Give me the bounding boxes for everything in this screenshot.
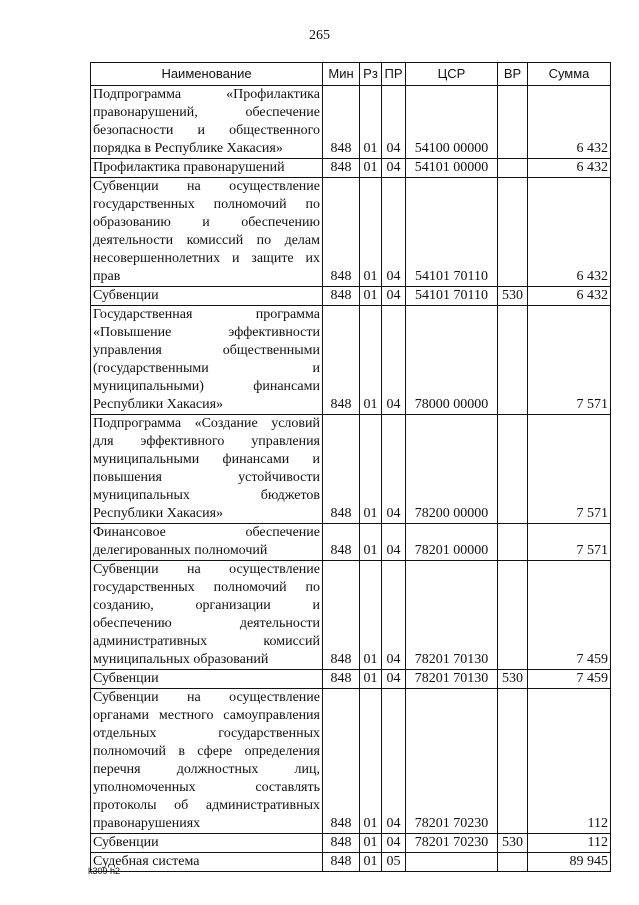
cell-sum: 6 432 [528, 287, 611, 306]
cell-min: 848 [323, 524, 360, 561]
cell-sum: 7 571 [528, 306, 611, 415]
table-row [91, 561, 611, 670]
cell-rz: 01 [360, 287, 382, 306]
cell-pr: 04 [382, 834, 406, 853]
cell-pr: 04 [382, 689, 406, 834]
header-sum: Сумма [528, 63, 611, 86]
cell-pr: 04 [382, 524, 406, 561]
cell-name: Субвенции на осуществление государственных полномочий по созданию, организации и обеспечению деятельности административных комиссий муниципальных образований [91, 561, 323, 670]
cell-rz: 01 [360, 86, 382, 159]
table-row [91, 853, 611, 872]
cell-csr: 78200 00000 [406, 415, 498, 524]
table-row [91, 287, 611, 306]
cell-min: 848 [323, 415, 360, 524]
cell-vr [498, 561, 528, 670]
cell-pr: 04 [382, 415, 406, 524]
cell-csr: 78201 70130 [406, 670, 498, 689]
cell-csr [406, 853, 498, 872]
cell-sum: 6 432 [528, 86, 611, 159]
cell-pr: 04 [382, 287, 406, 306]
cell-vr [498, 159, 528, 178]
table-row [91, 178, 611, 287]
table-row [91, 524, 611, 561]
header-pr: ПР [382, 63, 406, 86]
cell-csr: 54100 00000 [406, 86, 498, 159]
cell-min: 848 [323, 178, 360, 287]
cell-sum: 112 [528, 689, 611, 834]
budget-table [90, 62, 611, 872]
table-header-row [91, 63, 611, 86]
cell-rz: 01 [360, 689, 382, 834]
cell-sum: 6 432 [528, 178, 611, 287]
cell-pr: 05 [382, 853, 406, 872]
cell-name: Субвенции [91, 287, 323, 306]
cell-vr [498, 689, 528, 834]
table-row [91, 834, 611, 853]
cell-csr: 54101 70110 [406, 287, 498, 306]
cell-name: Финансовое обеспечение делегированных полномочий [91, 524, 323, 561]
cell-sum: 7 459 [528, 670, 611, 689]
cell-vr [498, 853, 528, 872]
table-row [91, 86, 611, 159]
cell-rz: 01 [360, 159, 382, 178]
cell-csr: 54101 00000 [406, 159, 498, 178]
cell-name: Подпрограмма «Профилактика правонарушений, обеспечение безопасности и общественного порядка в Республике Хакасия» [91, 86, 323, 159]
cell-sum: 7 571 [528, 524, 611, 561]
cell-min: 848 [323, 834, 360, 853]
cell-vr: 530 [498, 287, 528, 306]
cell-pr: 04 [382, 159, 406, 178]
cell-rz: 01 [360, 415, 382, 524]
cell-rz: 01 [360, 306, 382, 415]
cell-pr: 04 [382, 670, 406, 689]
cell-name: Субвенции [91, 670, 323, 689]
cell-csr: 54101 70110 [406, 178, 498, 287]
cell-min: 848 [323, 86, 360, 159]
cell-rz: 01 [360, 853, 382, 872]
cell-pr: 04 [382, 561, 406, 670]
footer-code: k309 h2 [88, 866, 121, 876]
table-row [91, 415, 611, 524]
cell-pr: 04 [382, 306, 406, 415]
cell-rz: 01 [360, 524, 382, 561]
header-vr: ВР [498, 63, 528, 86]
cell-vr: 530 [498, 670, 528, 689]
cell-name: Государственная программа «Повышение эффективности управления общественными (государственными и муниципальными) финансами Республики Хакасия» [91, 306, 323, 415]
cell-name: Профилактика правонарушений [91, 159, 323, 178]
header-csr: ЦСР [406, 63, 498, 86]
cell-csr: 78000 00000 [406, 306, 498, 415]
cell-csr: 78201 70230 [406, 834, 498, 853]
page-number: 265 [309, 28, 330, 43]
cell-min: 848 [323, 159, 360, 178]
cell-vr [498, 415, 528, 524]
cell-sum: 7 459 [528, 561, 611, 670]
cell-min: 848 [323, 853, 360, 872]
cell-vr: 530 [498, 834, 528, 853]
cell-vr [498, 86, 528, 159]
cell-pr: 04 [382, 86, 406, 159]
cell-min: 848 [323, 561, 360, 670]
table-body [91, 86, 611, 872]
cell-vr [498, 524, 528, 561]
cell-csr: 78201 00000 [406, 524, 498, 561]
header-name: Наименование [91, 63, 323, 86]
cell-name: Субвенции на осуществление органами местного самоуправления отдельных государственных полномочий в сфере определения перечня должностных лиц, уполномоченных составлять протоколы об административных правонарушениях [91, 689, 323, 834]
cell-rz: 01 [360, 670, 382, 689]
table-row [91, 670, 611, 689]
cell-sum: 7 571 [528, 415, 611, 524]
cell-rz: 01 [360, 561, 382, 670]
cell-min: 848 [323, 287, 360, 306]
cell-pr: 04 [382, 178, 406, 287]
cell-name: Подпрограмма «Создание условий для эффективного управления муниципальными финансами и повышения устойчивости муниципальных бюджетов Республики Хакасия» [91, 415, 323, 524]
cell-csr: 78201 70130 [406, 561, 498, 670]
cell-rz: 01 [360, 834, 382, 853]
cell-sum: 89 945 [528, 853, 611, 872]
table-row [91, 306, 611, 415]
table-row [91, 689, 611, 834]
cell-min: 848 [323, 689, 360, 834]
cell-csr: 78201 70230 [406, 689, 498, 834]
cell-name: Субвенции на осуществление государственных полномочий по образованию и обеспечению деятельности комиссий по делам несовершеннолетних и защите их прав [91, 178, 323, 287]
cell-vr [498, 306, 528, 415]
cell-name: Субвенции [91, 834, 323, 853]
table-row [91, 159, 611, 178]
cell-rz: 01 [360, 178, 382, 287]
header-rz: Рз [360, 63, 382, 86]
cell-sum: 112 [528, 834, 611, 853]
cell-min: 848 [323, 670, 360, 689]
cell-sum: 6 432 [528, 159, 611, 178]
cell-name: Судебная система [91, 853, 323, 872]
header-min: Мин [323, 63, 360, 86]
cell-min: 848 [323, 306, 360, 415]
cell-vr [498, 178, 528, 287]
